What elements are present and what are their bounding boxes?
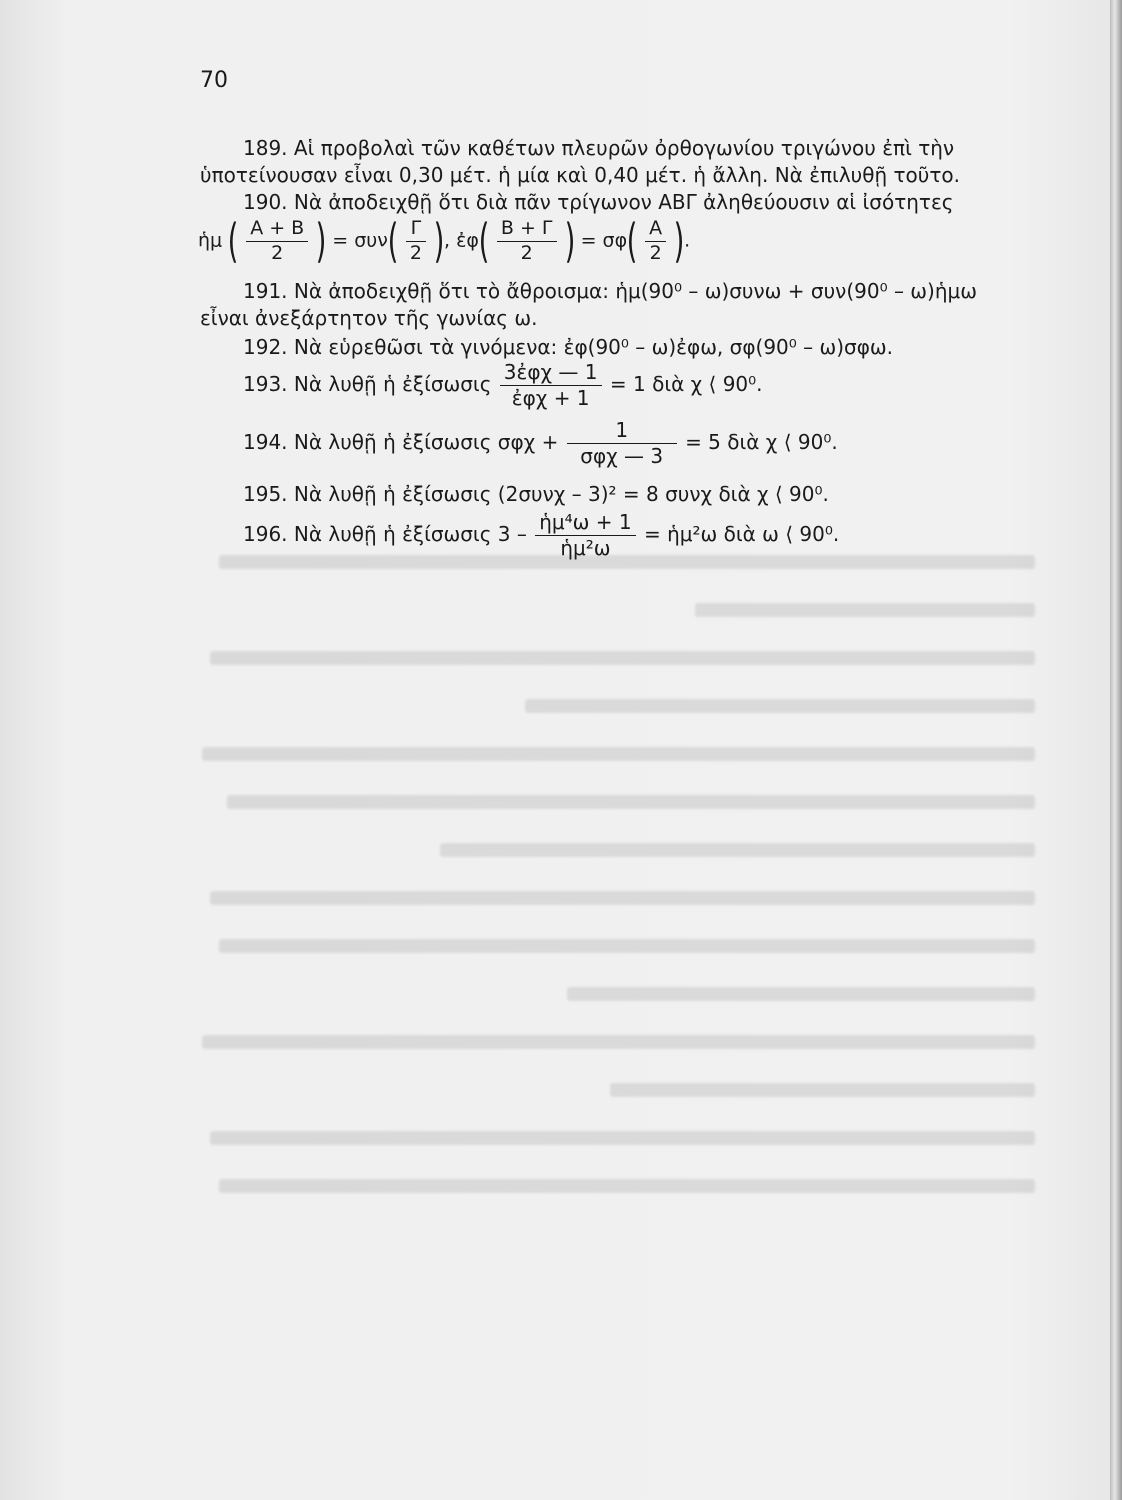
problem-190-line1: 190. Νὰ ἀποδειχθῇ ὅτι διὰ πᾶν τρίγωνον ΑΒΓ ἀληθεύουσιν αἱ ἰσότητες: [243, 190, 954, 214]
problem-196-prefix: 196. Νὰ λυθῇ ἡ ἐξίσωσις 3 –: [243, 522, 527, 546]
problem-189-line2: ὑποτείνουσαν εἶναι 0,30 μέτ. ἡ μία καὶ 0,40 μέτ. ἡ ἄλλη. Νὰ ἐπιλυθῇ τοῦτο.: [200, 163, 960, 187]
fraction-numerator: Β + Γ: [500, 216, 553, 239]
fraction-b-plus-g: [497, 216, 557, 264]
left-paren: (: [387, 214, 399, 268]
fraction-denominator: 2: [246, 241, 308, 264]
cos-label: συν: [354, 229, 388, 252]
problem-192-line1: 192. Νὰ εὑρεθῶσι τὰ γινόμενα: ἐφ(90⁰ – ω)ἐφω, σφ(90⁰ – ω)σφω.: [243, 335, 894, 359]
problem-193-fraction: [500, 362, 602, 409]
fraction-numerator: 1: [615, 418, 629, 442]
problem-194-suffix: = 5 διὰ χ ⟨ 90⁰.: [685, 430, 838, 454]
fraction-gamma: [406, 216, 426, 264]
fraction-numerator: Γ: [410, 216, 422, 239]
fraction-numerator: Α + Β: [250, 216, 305, 239]
problem-193-suffix: = 1 διὰ χ ⟨ 90⁰.: [609, 372, 763, 396]
period: .: [684, 229, 691, 252]
problem-193-prefix: 193. Νὰ λυθῇ ἡ ἐξίσωσις: [243, 372, 492, 396]
comma: ,: [443, 229, 451, 252]
fraction-a: [645, 216, 666, 264]
problem-196-fraction: [535, 512, 635, 559]
problem-193: [243, 362, 763, 409]
problem-194-prefix: 194. Νὰ λυθῇ ἡ ἐξίσωσις σφχ +: [243, 430, 559, 454]
fraction-numerator: 3ἐφχ — 1: [503, 360, 598, 384]
problem-189-line1: 189. Αἱ προβολαὶ τῶν καθέτων πλευρῶν ὀρθογωνίου τριγώνου ἐπὶ τὴν: [243, 136, 955, 160]
problem-191-line2: εἶναι ἀνεξάρτητον τῆς γωνίας ω.: [200, 306, 538, 330]
problem-196: [243, 512, 839, 559]
problem-191-line1: 191. Νὰ ἀποδειχθῇ ὅτι τὸ ἄθροισμα: ἡμ(90⁰ – ω)συνω + συν(90⁰ – ω)ἡμω: [243, 279, 978, 303]
fraction-numerator: ἡμ⁴ω + 1: [539, 510, 632, 534]
page-binding-edge: [1110, 0, 1122, 1500]
right-paren: ): [564, 214, 575, 268]
right-paren: ): [315, 214, 327, 268]
tan-label: ἐφ: [456, 229, 479, 252]
problem-194: [243, 420, 838, 467]
fraction-denominator: ἐφχ + 1: [500, 385, 602, 409]
fraction-numerator: Α: [649, 216, 663, 239]
fraction-denominator: 2: [497, 241, 557, 264]
show-through-text: [185, 555, 1035, 1255]
fraction-denominator: σφχ — 3: [567, 443, 677, 467]
left-paren: (: [626, 214, 638, 268]
problem-194-fraction: [567, 420, 677, 467]
fraction-denominator: 2: [645, 241, 666, 264]
sin-label: ἡμ: [198, 229, 223, 252]
fraction-denominator: 2: [406, 241, 426, 264]
left-paren: (: [227, 214, 239, 268]
problem-196-suffix: = ἡμ²ω διὰ ω ⟨ 90⁰.: [643, 522, 840, 546]
equals-sign: =: [580, 229, 597, 252]
left-paren: (: [478, 214, 490, 268]
problem-195-line1: 195. Νὰ λυθῇ ἡ ἐξίσωσις (2συνχ – 3)² = 8 συνχ διὰ χ ⟨ 90⁰.: [243, 482, 829, 506]
page-number: 70: [200, 68, 228, 93]
equals-sign: =: [332, 229, 349, 252]
fraction-denominator: ἡμ²ω: [535, 535, 635, 559]
right-paren: ): [433, 214, 445, 268]
cot-label: σφ: [602, 229, 628, 252]
fraction-a-plus-b: [246, 216, 308, 264]
right-paren: ): [673, 214, 685, 268]
problem-190-identities: [198, 214, 691, 268]
